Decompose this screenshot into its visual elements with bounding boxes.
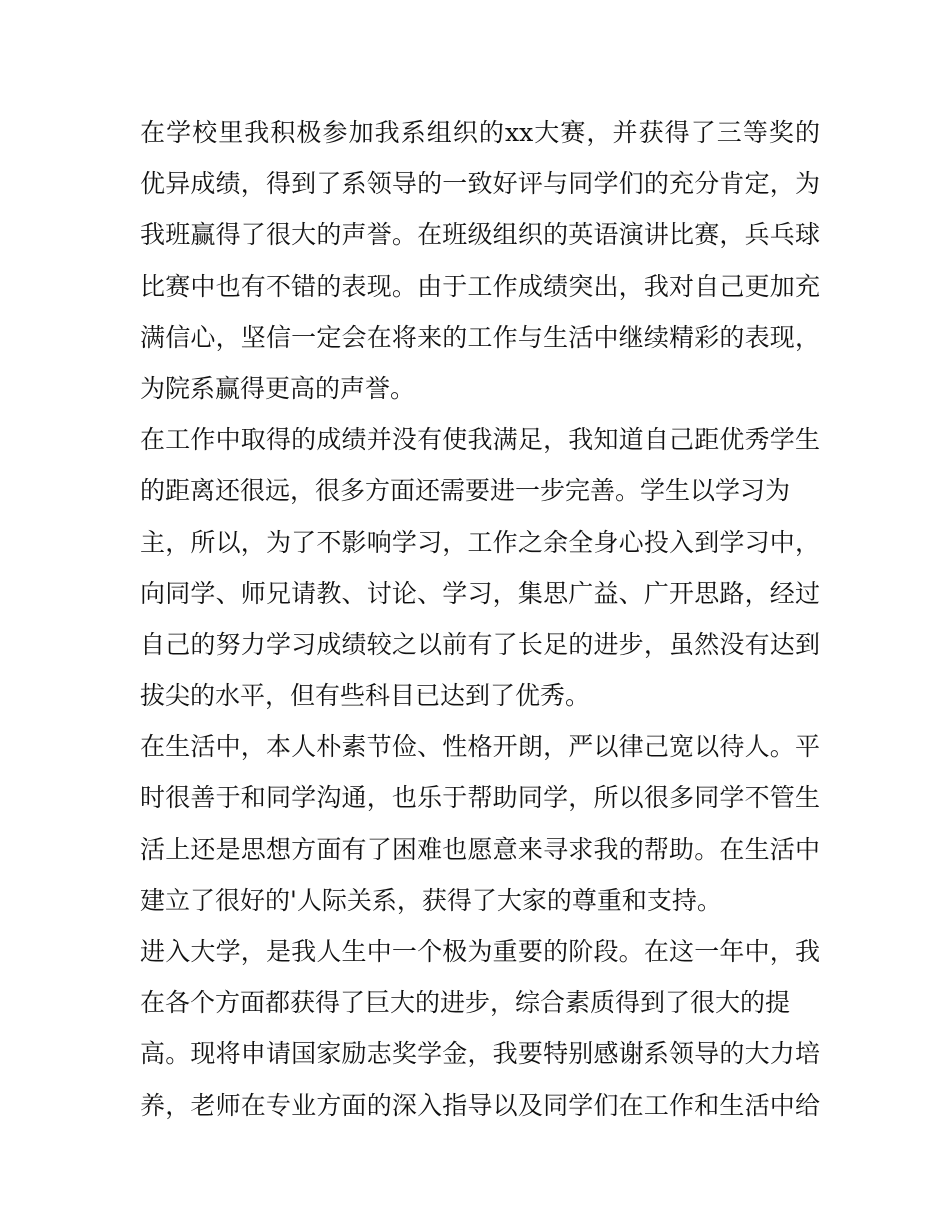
text-line: 在生活中，本人朴素节俭、性格开朗，严以律己宽以待人。平 — [140, 732, 820, 762]
text-line: 我班赢得了很大的声誉。在班级组织的英语演讲比赛，兵乓球 — [140, 220, 820, 250]
paragraph-1 — [140, 107, 820, 414]
paragraph-3 — [140, 721, 820, 926]
text-line: 的距离还很远，很多方面还需要进一步完善。学生以学习为 — [140, 476, 791, 506]
text-line: 在工作中取得的成绩并没有使我满足，我知道自己距优秀学生 — [140, 425, 820, 455]
text-line: 主，所以，为了不影响学习，工作之余全身心投入到学习中， — [140, 527, 820, 557]
text-line: 进入大学，是我人生中一个极为重要的阶段。在这一年中，我 — [140, 937, 820, 966]
text-line: 比赛中也有不错的表现。由于工作成绩突出，我对自己更加充 — [140, 271, 820, 301]
text-line: 时很善于和同学沟通，也乐于帮助同学，所以很多同学不管生 — [140, 783, 820, 813]
text-line: 养，老师在专业方面的深入指导以及同学们在工作和生活中给 — [140, 1090, 820, 1120]
text-line: 在学校里我积极参加我系组织的xx大赛，并获得了三等奖的 — [140, 118, 820, 147]
paragraph-4 — [140, 926, 820, 1131]
text-line: 自己的努力学习成绩较之以前有了长足的进步，虽然没有达到 — [140, 629, 820, 659]
text-line: 在各个方面都获得了巨大的进步，综合素质得到了很大的提 — [140, 988, 791, 1018]
text-line: 拔尖的水平，但有些科目已达到了优秀。 — [140, 681, 591, 711]
paragraph-2 — [140, 414, 820, 721]
text-line: 向同学、师兄请教、讨论、学习，集思广益、广开思路，经过 — [140, 578, 820, 608]
document-body — [140, 107, 820, 1131]
text-line: 优异成绩，得到了系领导的一致好评与同学们的充分肯定，为 — [140, 169, 820, 199]
text-line: 建立了很好的'人际关系，获得了大家的尊重和支持。 — [140, 885, 722, 915]
text-line: 满信心，坚信一定会在将来的工作与生活中继续精彩的表现， — [140, 322, 820, 352]
text-line: 高。现将申请国家励志奖学金，我要特别感谢系领导的大力培 — [140, 1039, 820, 1069]
text-line: 为院系赢得更高的声誉。 — [140, 373, 416, 403]
text-line: 活上还是思想方面有了困难也愿意来寻求我的帮助。在生活中 — [140, 834, 820, 864]
